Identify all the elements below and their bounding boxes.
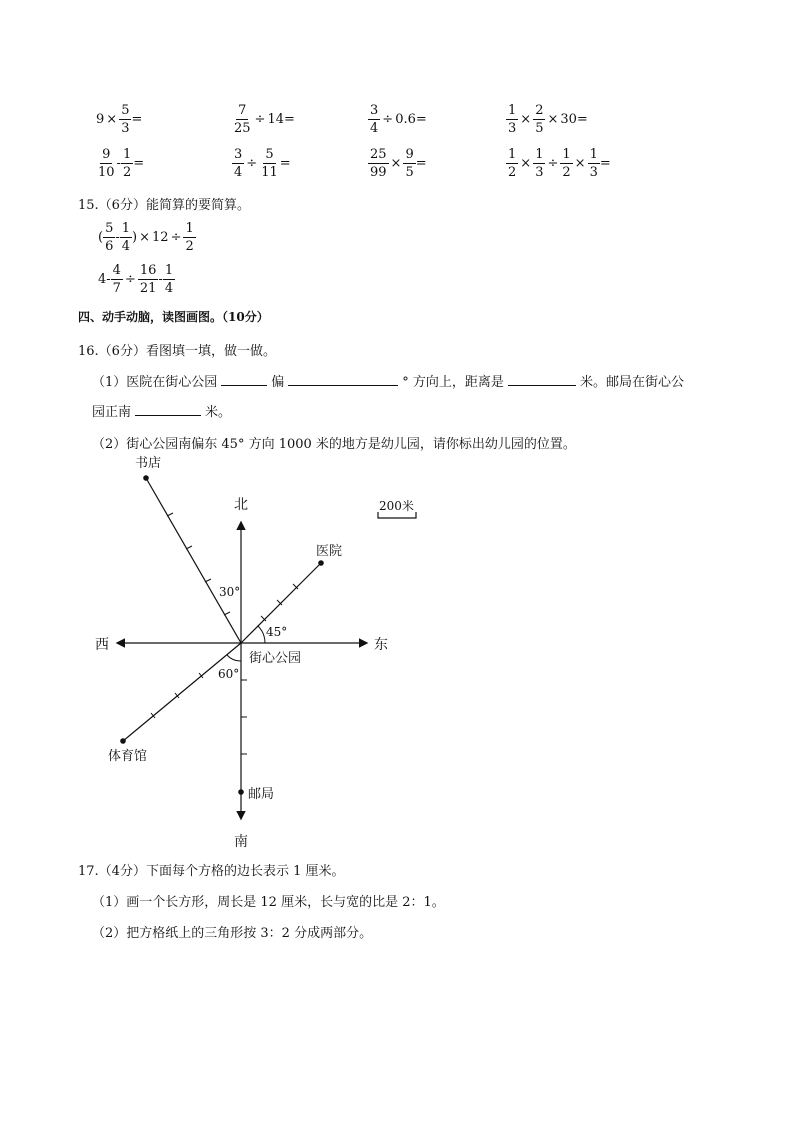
q15-title: 15.（6分）能简算的要简算。 xyxy=(78,198,250,213)
fraction: $\frac{1}{2}$ xyxy=(122,147,132,180)
right-paren: ) xyxy=(132,230,138,245)
times-sign: × xyxy=(390,156,402,171)
hospital-label: 医院 xyxy=(316,544,343,559)
q17-part2: （2）把方格纸上的三角形按 3：2 分成两部分。 xyxy=(92,926,373,941)
fraction: $\frac{4}{7}$ xyxy=(112,263,121,296)
fraction: $\frac{2}{5}$ xyxy=(535,103,544,136)
equals-sign: = xyxy=(415,156,427,171)
angle-label-gym: 60° xyxy=(218,667,240,681)
divide-sign: ÷ xyxy=(254,112,266,127)
divide-sign: ÷ xyxy=(246,156,258,171)
south-label: 南 xyxy=(234,834,248,850)
hospital-point xyxy=(318,560,324,566)
fraction: $\frac{16}{21}$ xyxy=(139,263,157,296)
q17-title: 17.（4分）下面每个方格的边长表示 1 厘米。 xyxy=(78,864,345,879)
minus-sign: - xyxy=(116,156,121,171)
fraction: $\frac{1}{4}$ xyxy=(121,221,131,254)
operand: 14 xyxy=(267,112,284,127)
divide-sign: ÷ xyxy=(382,112,394,127)
times-sign: × xyxy=(547,112,559,127)
operand: 4- xyxy=(98,272,111,287)
equals-sign: = xyxy=(279,156,291,171)
gym-ray xyxy=(123,643,241,741)
fraction: $\frac{1}{2}$ xyxy=(185,221,194,254)
fraction: $\frac{9}{5}$ xyxy=(405,147,414,180)
times-sign: × xyxy=(574,156,586,171)
fraction: $\frac{1}{2}$ xyxy=(562,147,571,180)
equals-sign: = xyxy=(599,156,611,171)
operand: 0.6 xyxy=(395,112,416,127)
q17-part1: （1）画一个长方形，周长是 12 厘米，长与宽的比是 2：1。 xyxy=(92,895,445,910)
divide-sign: ÷ xyxy=(124,272,136,287)
q16-part2: （2）街心公园南偏东 45° 方向 1000 米的地方是幼儿园，请你标出幼儿园的位置。 xyxy=(92,437,576,452)
bookstore-ray-ticks xyxy=(167,513,230,615)
text: （1）医院在街心公园 xyxy=(92,375,218,390)
fraction: $\frac{7}{25}$ xyxy=(234,103,251,136)
bookstore-label: 书店 xyxy=(135,456,162,471)
times-sign: × xyxy=(520,156,532,171)
times-sign: × xyxy=(520,112,532,127)
fraction: $\frac{3}{4}$ xyxy=(234,147,243,180)
east-label: 东 xyxy=(374,637,388,653)
fraction: $\frac{1}{3}$ xyxy=(535,147,544,180)
west-label: 西 xyxy=(95,637,109,653)
angle-arc-hospital xyxy=(258,626,265,643)
south-axis-ticks xyxy=(241,680,247,754)
fraction: $\frac{1}{2}$ xyxy=(508,147,517,180)
text: 园正南 xyxy=(92,405,132,420)
equals-sign: = xyxy=(415,112,427,127)
fraction: $\frac{1}{4}$ xyxy=(164,263,174,296)
fraction: $\frac{1}{3}$ xyxy=(589,147,598,180)
fraction: $\frac{5}{6}$ xyxy=(105,221,114,254)
times-sign: × xyxy=(106,112,118,127)
fraction: $\frac{5}{11}$ xyxy=(261,147,278,180)
equals-sign: = xyxy=(576,112,588,127)
operand: 9 xyxy=(96,112,105,127)
fraction: $\frac{9}{10}$ xyxy=(98,147,115,180)
left-paren: ( xyxy=(98,230,104,245)
gym-label: 体育馆 xyxy=(108,749,148,764)
operand: 12 xyxy=(152,230,169,245)
angle-label-hospital: 45° xyxy=(266,625,288,639)
bookstore-ray xyxy=(146,478,241,643)
post-office-point xyxy=(238,789,244,795)
divide-sign: ÷ xyxy=(170,230,182,245)
gym-point xyxy=(120,738,126,744)
fraction: $\frac{5}{3}$ xyxy=(121,103,130,136)
fraction: $\frac{25}{99}$ xyxy=(370,147,387,180)
angle-label-bookstore: 30° xyxy=(219,585,241,599)
north-label: 北 xyxy=(234,497,248,513)
fraction: $\frac{3}{4}$ xyxy=(370,103,379,136)
text: 米。邮局在街心公 xyxy=(579,375,684,390)
equals-sign: = xyxy=(284,112,295,127)
text: 偏 xyxy=(271,375,285,390)
minus-sign: - xyxy=(158,272,163,287)
center-label: 街心公园 xyxy=(249,651,302,666)
text: 米。 xyxy=(205,405,232,420)
section-heading: 四、动手动脑，读图画图。（10分） xyxy=(78,310,269,324)
text: ° 方向上，距离是 xyxy=(402,375,504,390)
angle-arc-gym xyxy=(227,655,241,661)
minus-sign: - xyxy=(115,230,120,245)
post-office-label: 邮局 xyxy=(248,787,275,802)
bookstore-point xyxy=(143,475,149,481)
divide-sign: ÷ xyxy=(547,156,559,171)
equals-sign: = xyxy=(131,112,143,127)
q16-title: 16.（6分）看图填一填，做一做。 xyxy=(78,344,276,359)
hospital-ray-ticks xyxy=(261,584,298,621)
scale-label: 200米 xyxy=(379,499,414,513)
operand: 30 xyxy=(560,112,577,127)
equals-sign: = xyxy=(133,156,145,171)
times-sign: × xyxy=(139,230,151,245)
fraction: $\frac{1}{3}$ xyxy=(508,103,517,136)
